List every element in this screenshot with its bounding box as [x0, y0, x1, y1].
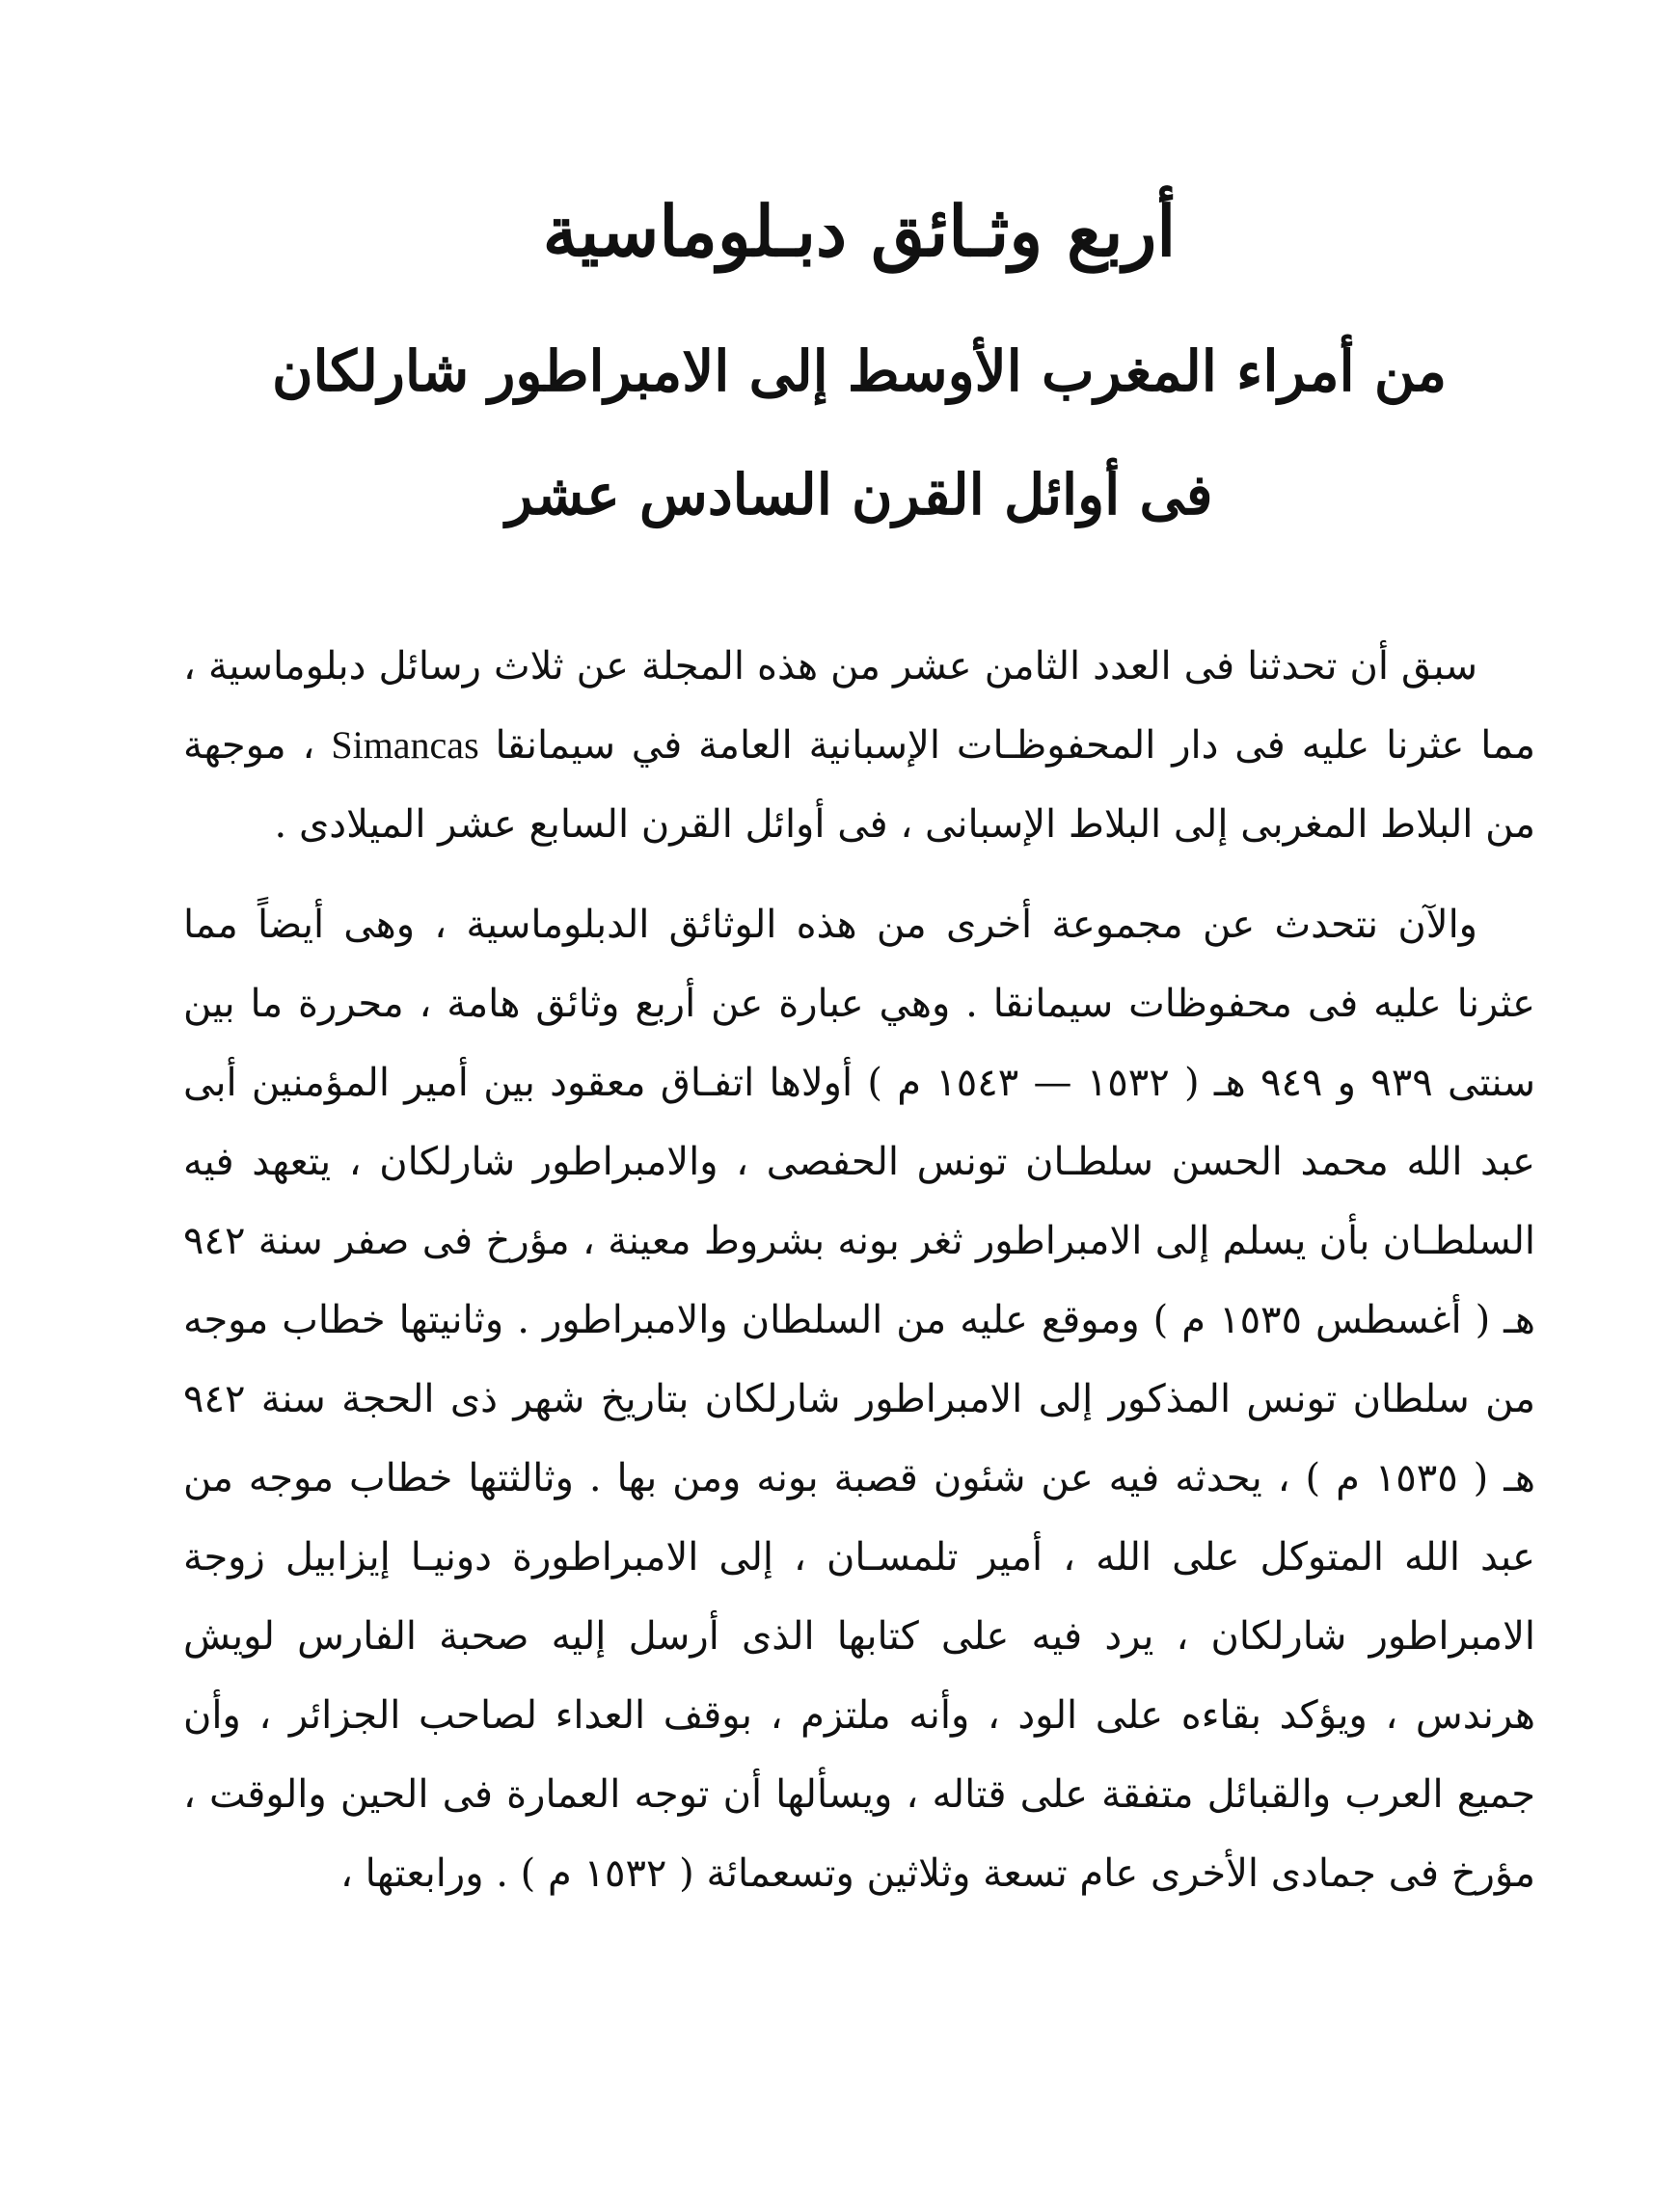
document-subtitle-line-2: فى أوائل القرن السادس عشر	[505, 462, 1213, 527]
paragraph-1-text-b: ، موجهة من البلاط المغربى إلى البلاط الإسبانى ، فى أوائل القرن السابع عشر الميلادى .	[183, 723, 1535, 847]
document-subtitle-line-1: من أمراء المغرب الأوسط إلى الامبراطور شارلكان	[271, 338, 1448, 404]
paragraph-1	[183, 627, 1535, 864]
document-title: أربع وثـائق دبـلوماسية	[542, 190, 1177, 272]
document-body	[183, 627, 1535, 1913]
paragraph-2: والآن نتحدث عن مجموعة أخرى من هذه الوثائق الدبلوماسية ، وهى أيضاً مما عثرنا عليه فى محفوظات سيمانقا . وهي عبارة عن أربع وثائق هامة ، محررة ما بين سنتى ٩٣٩ و ٩٤٩ هـ ( ١٥٣٢ — ١٥٤٣ م ) أولاها اتفـاق معقود بين أمير المؤمنين أبى عبد الله محمد الحسن سلطـان تونس الحفصى ، والامبراطور شارلكان ، يتعهد فيه السلطـان بأن يسلم إلى الامبراطور ثغر بونه بشروط معينة ، مؤرخ فى صفر سنة ٩٤٢ هـ ( أغسطس ١٥٣٥ م ) وموقع عليه من السلطان والامبراطور . وثانيتها خطاب موجه من سلطان تونس المذكور إلى الامبراطور شارلكان بتاريخ شهر ذى الحجة سنة ٩٤٢ هـ ( ١٥٣٥ م ) ، يحدثه فيه عن شئون قصبة بونه ومن بها . وثالثتها خطاب موجه من عبد الله المتوكل على الله ، أمير تلمسـان ، إلى الامبراطورة دونيـا إيزابيل زوجة الامبراطور شارلكان ، يرد فيه على كتابها الذى أرسل إليه صحبة الفارس لويش هرندس ، ويؤكد بقاءه على الود ، وأنه ملتزم ، بوقف العداء لصاحب الجزائر ، وأن جميع العرب والقبائل متفقة على قتاله ، ويسألها أن توجه العمارة فى الحين والوقت ، مؤرخ فى جمادى الأخرى عام تسعة وثلاثين وتسعمائة ( ١٥٣٢ م ) . ورابعتها ،	[183, 903, 1536, 1896]
paragraph-1-text-a: سبق أن تحدثنا فى العدد الثامن عشر من هذه المجلة عن ثلاث رسائل دبلوماسية ، مما عثرنا عليه فى دار المحفوظـات الإسبانية العامة في سيمانقا	[183, 644, 1536, 768]
paragraph-1-latin-term: Simancas	[331, 723, 479, 767]
